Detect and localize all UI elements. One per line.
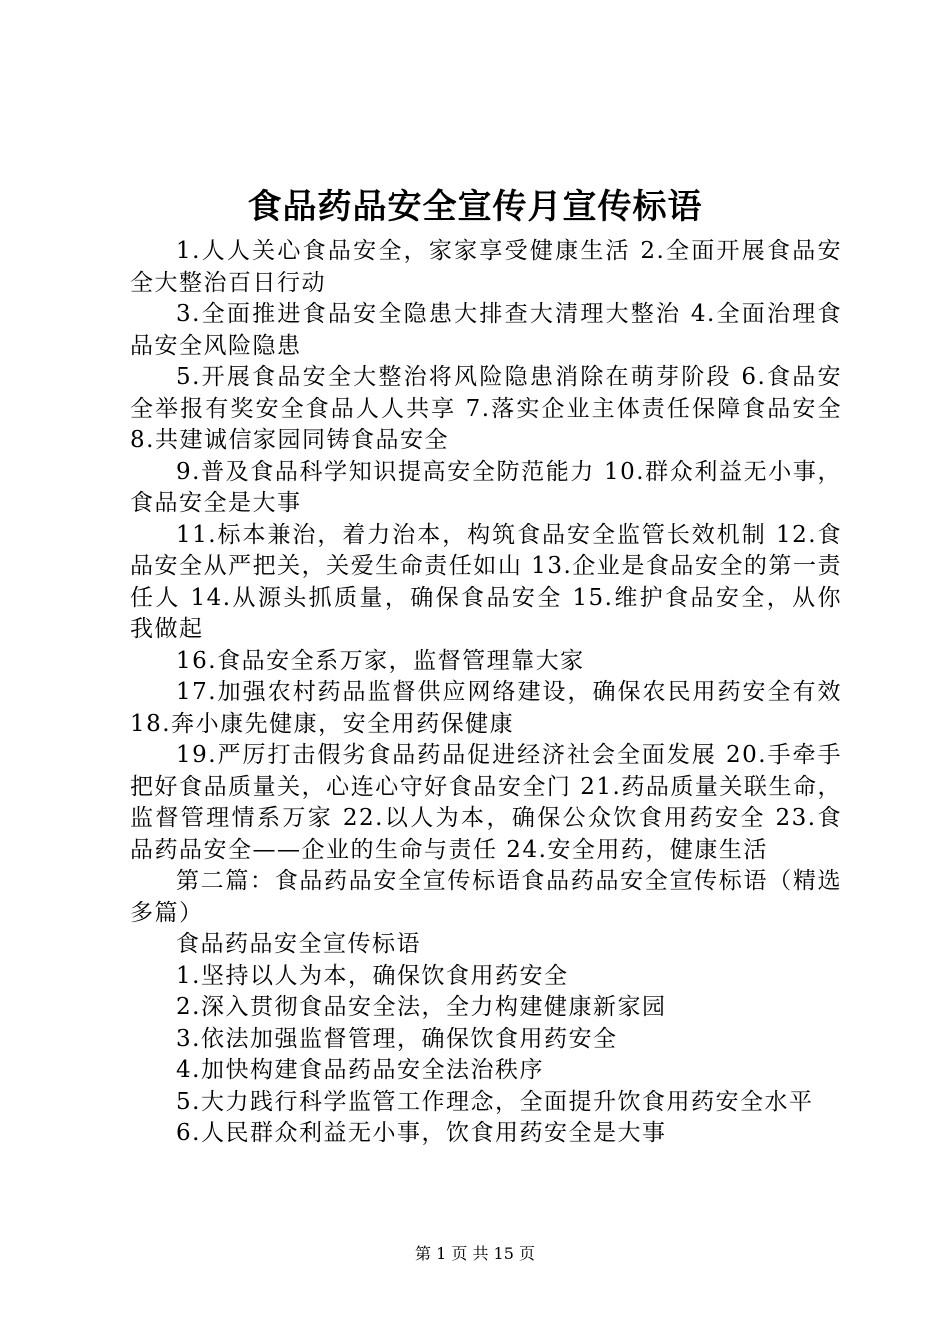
paragraph: 17.加强农村药品监督供应网络建设，确保农民用药安全有效 18.奔小康先健康，安全用药保健康 [130,679,842,737]
paragraph: 9.普及食品科学知识提高安全防范能力 10.群众利益无小事，食品安全是大事 [130,458,842,516]
page-number-footer: 第 1 页 共 15 页 [415,1244,535,1263]
paragraph: 1.人人关心食品安全，家家享受健康生活 2.全面开展食品安全大整治百日行动 [130,238,842,296]
paragraph: 19.严厉打击假劣食品药品促进经济社会全面发展 20.手牵手把好食品质量关，心连心守好食品安全门 21.药品质量关联生命，监督管理情系万家 22.以人为本，确保公众饮食用药安全 23.食品药品安全——企业的生命与责任 24.安全用药，健康生活 [130,742,842,863]
subsection-heading: 食品药品安全宣传标语 [176,931,421,957]
paragraph: 5.大力践行科学监管工作理念，全面提升饮食用药安全水平 [176,1088,814,1115]
document-title: 食品药品安全宣传月宣传标语 [247,187,703,227]
paragraph: 2.深入贯彻食品安全法，全力构建健康新家园 [176,994,667,1020]
paragraph: 1.坚持以人为本，确保饮食用药安全 [176,962,569,989]
paragraph: 5.开展食品安全大整治将风险隐患消除在萌芽阶段 6.食品安全举报有奖安全食品人人共享 7.落实企业主体责任保障食品安全 8.共建诚信家园同铸食品安全 [130,364,842,453]
section-heading: 第二篇：食品药品安全宣传标语食品药品安全宣传标语（精选多篇） [130,868,842,926]
paragraph: 3.依法加强监督管理，确保饮食用药安全 [176,1025,618,1052]
paragraph: 3.全面推进食品安全隐患大排查大清理大整治 4.全面治理食品安全风险隐患 [130,301,842,359]
paragraph: 6.人民群众利益无小事，饮食用药安全是大事 [176,1120,667,1146]
paragraph: 16.食品安全系万家，监督管理靠大家 [176,647,585,674]
paragraph: 11.标本兼治，着力治本，构筑食品安全监管长效机制 12.食品安全从严把关，关爱生命责任如山 13.企业是食品安全的第一责任人 14.从源头抓质量，确保食品安全 15.维护食品安全，从你我做起 [130,521,842,642]
document-body [130,236,842,1150]
paragraph: 4.加快构建食品药品安全法治秩序 [176,1057,544,1083]
